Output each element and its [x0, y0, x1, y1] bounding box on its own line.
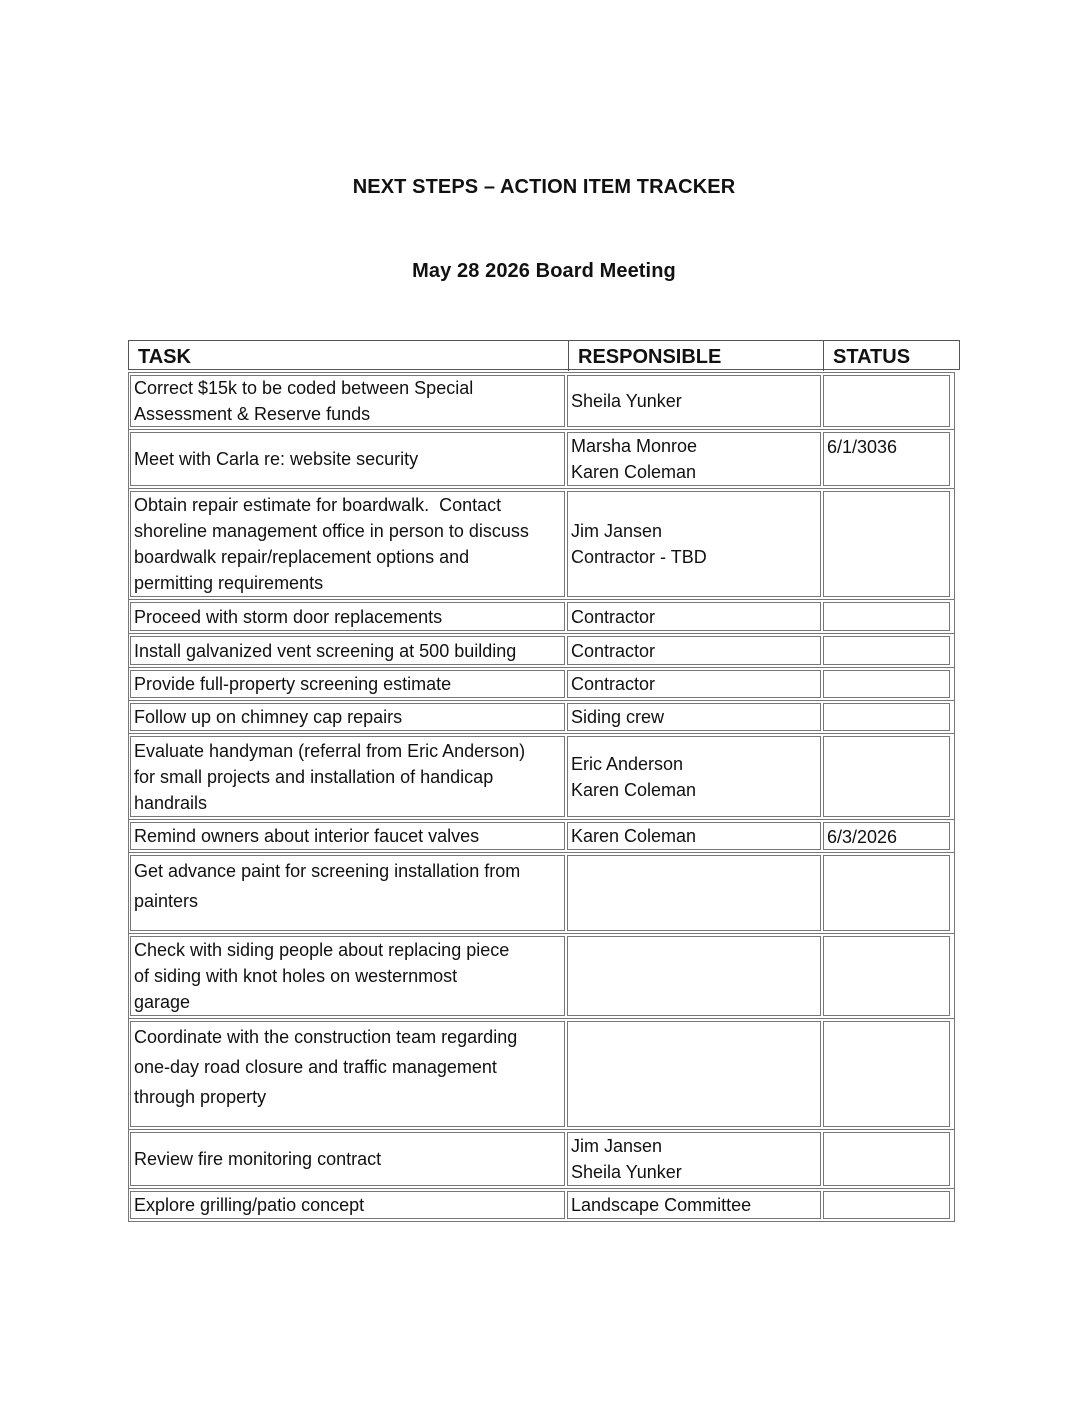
table-row — [129, 734, 954, 820]
responsible-cell — [567, 855, 821, 931]
task-cell: Explore grilling/patio concept — [130, 1191, 565, 1219]
table-header — [128, 340, 960, 370]
column-header-responsible: RESPONSIBLE — [569, 341, 824, 371]
status-cell — [823, 1132, 950, 1186]
responsible-cell: Jim Jansen Sheila Yunker — [567, 1132, 821, 1186]
responsible-cell: Landscape Committee — [567, 1191, 821, 1219]
table-row — [129, 489, 954, 600]
status-cell — [823, 491, 950, 597]
status-cell — [823, 1021, 950, 1127]
table-row — [129, 934, 954, 1019]
column-header-task: TASK — [129, 341, 569, 371]
responsible-cell: Siding crew — [567, 703, 821, 731]
page-subtitle: May 28 2026 Board Meeting — [412, 260, 676, 282]
task-cell: Coordinate with the construction team regarding one-day road closure and traffic management through property — [130, 1021, 565, 1127]
responsible-cell: Eric Anderson Karen Coleman — [567, 736, 821, 817]
task-cell: Get advance paint for screening installation from painters — [130, 855, 565, 931]
table-row — [129, 1019, 954, 1130]
task-cell: Install galvanized vent screening at 500 building — [130, 636, 565, 665]
responsible-cell: Contractor — [567, 670, 821, 698]
table-row — [129, 373, 954, 430]
status-cell — [823, 936, 950, 1016]
table-row — [129, 820, 954, 853]
task-cell: Check with siding people about replacing piece of siding with knot holes on westernmost garage — [130, 936, 565, 1016]
task-cell: Follow up on chimney cap repairs — [130, 703, 565, 731]
status-cell — [823, 670, 950, 698]
task-cell: Remind owners about interior faucet valves — [130, 822, 565, 850]
task-cell: Obtain repair estimate for boardwalk. Contact shoreline management office in person to discuss boardwalk repair/replacement options and permitting requirements — [130, 491, 565, 597]
table-row — [129, 1189, 954, 1221]
responsible-cell: Karen Coleman — [567, 822, 821, 850]
task-cell: Evaluate handyman (referral from Eric Anderson) for small projects and installation of handicap handrails — [130, 736, 565, 817]
task-cell: Review fire monitoring contract — [130, 1132, 565, 1186]
column-header-status: STATUS — [833, 346, 911, 368]
task-cell: Proceed with storm door replacements — [130, 602, 565, 631]
table-row — [129, 600, 954, 634]
table-row — [129, 430, 954, 489]
task-cell: Correct $15k to be coded between Special Assessment & Reserve funds — [130, 375, 565, 427]
table-row — [129, 701, 954, 734]
table-row — [129, 634, 954, 668]
status-cell — [823, 375, 950, 427]
task-cell: Meet with Carla re: website security — [130, 432, 565, 486]
status-cell: 6/1/3036 — [823, 432, 950, 486]
responsible-cell: Contractor — [567, 636, 821, 665]
status-cell — [823, 602, 950, 631]
table-row — [129, 853, 954, 934]
responsible-cell — [567, 1021, 821, 1127]
table-row — [129, 1130, 954, 1189]
action-item-table — [128, 372, 955, 1222]
responsible-cell: Marsha Monroe Karen Coleman — [567, 432, 821, 486]
task-cell: Provide full-property screening estimate — [130, 670, 565, 698]
status-cell — [823, 636, 950, 665]
status-cell: 6/3/2026 — [823, 822, 950, 850]
responsible-cell: Contractor — [567, 602, 821, 631]
responsible-cell — [567, 936, 821, 1016]
responsible-cell: Jim Jansen Contractor - TBD — [567, 491, 821, 597]
status-cell — [823, 736, 950, 817]
responsible-cell: Sheila Yunker — [567, 375, 821, 427]
status-cell — [823, 703, 950, 731]
page-title: NEXT STEPS – ACTION ITEM TRACKER — [352, 176, 736, 198]
table-row — [129, 668, 954, 701]
status-cell — [823, 1191, 950, 1219]
status-cell — [823, 855, 950, 931]
